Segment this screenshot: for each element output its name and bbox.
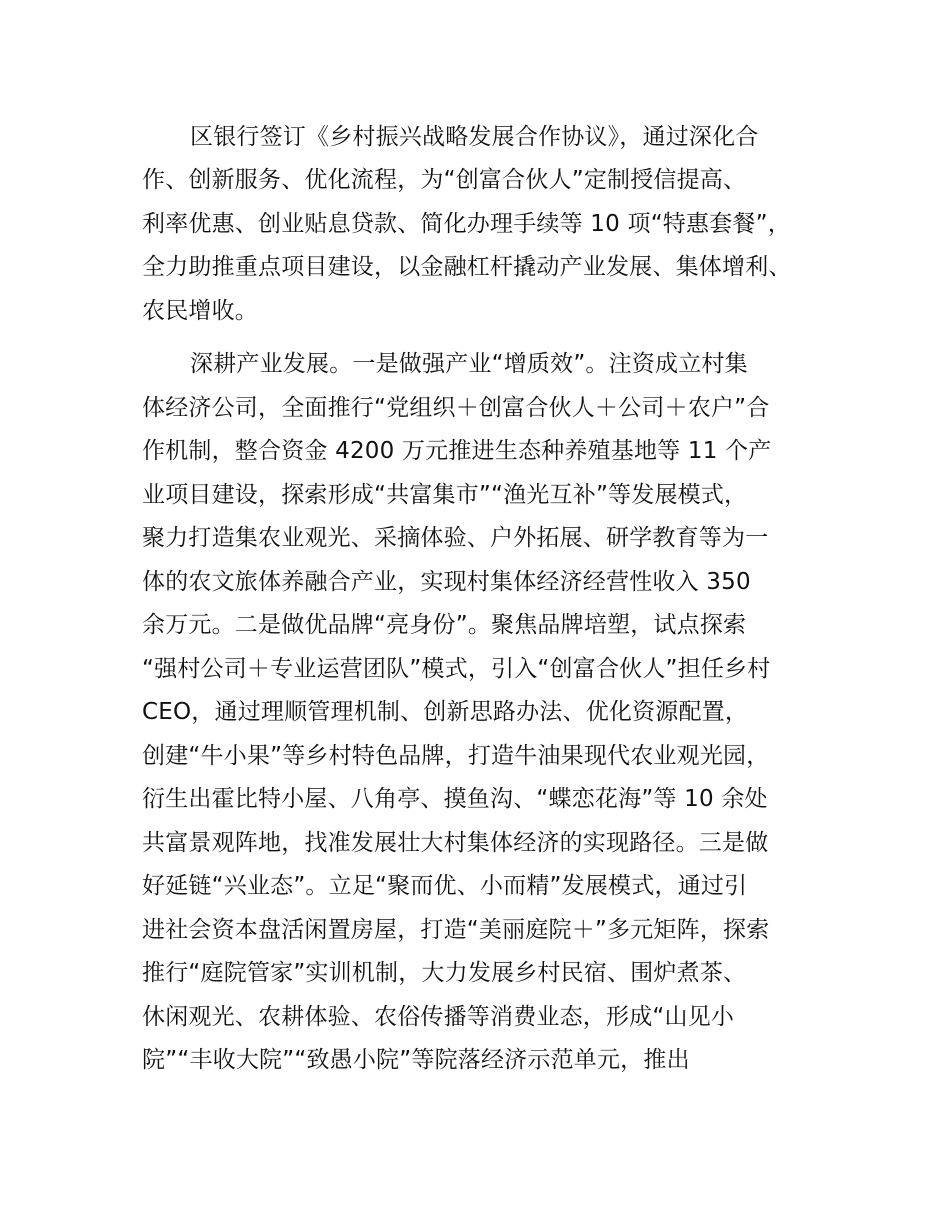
text-line: 作、创新服务、优化流程，为“创富合伙人”定制授信提高、 <box>142 167 747 193</box>
text-line: 推行“庭院管家”实训机制，大力发展乡村民宿、围炉煮茶、 <box>142 960 747 986</box>
text-line: 院”“丰收大院”“致愚小院”等院落经济示范单元，推出 <box>142 1047 690 1073</box>
text-line: 业项目建设，探索形成“共富集市”“渔光互补”等发展模式， <box>142 482 748 508</box>
text-line: 好延链“兴业态”。立足“聚而优、小而精”发展模式，通过引 <box>142 873 748 899</box>
text-line: 深耕产业发展。一是做强产业“增质效”。注资成立村集 <box>190 351 748 377</box>
text-line: 农民增收。 <box>142 298 258 324</box>
text-line: 利率优惠、创业贴息贷款、简化办理手续等 10 项“特惠套餐”， <box>142 211 791 237</box>
text-line: 体经济公司，全面推行“党组织＋创富合伙人＋公司＋农户”合 <box>142 395 770 421</box>
text-line: CEO，通过理顺管理机制、创新思路办法、优化资源配置， <box>142 699 749 725</box>
text-line: 进社会资本盘活闲置房屋，打造“美丽庭院＋”多元矩阵，探索 <box>142 917 770 943</box>
text-line: 作机制，整合资金 4200 万元推进生态种养殖基地等 11 个产 <box>142 438 772 464</box>
text-line: 余万元。二是做优品牌“亮身份”。聚焦品牌培塑，试点探索 <box>142 612 747 638</box>
text-line: 创建“牛小果”等乡村特色品牌，打造牛油果现代农业观光园， <box>142 743 770 769</box>
text-line: 聚力打造集农业观光、采摘体验、户外拓展、研学教育等为一 <box>142 525 769 551</box>
text-line: 全力助推重点项目建设，以金融杠杆撬动产业发展、集体增利、 <box>142 254 792 280</box>
text-line: 休闲观光、农耕体验、农俗传播等消费业态，形成“山见小 <box>142 1004 735 1030</box>
text-line: 共富景观阵地，找准发展壮大村集体经济的实现路径。三是做 <box>142 830 769 856</box>
text-line: 衍生出霍比特小屋、八角亭、摸鱼沟、“蝶恋花海”等 10 余处 <box>142 786 768 812</box>
text-line: 区银行签订《乡村振兴战略发展合作协议》，通过深化合 <box>190 124 759 150</box>
text-line: 体的农文旅体养融合产业，实现村集体经济经营性收入 350 <box>142 569 751 595</box>
text-line: “强村公司＋专业运营团队”模式，引入“创富合伙人”担任乡村 <box>142 656 771 682</box>
